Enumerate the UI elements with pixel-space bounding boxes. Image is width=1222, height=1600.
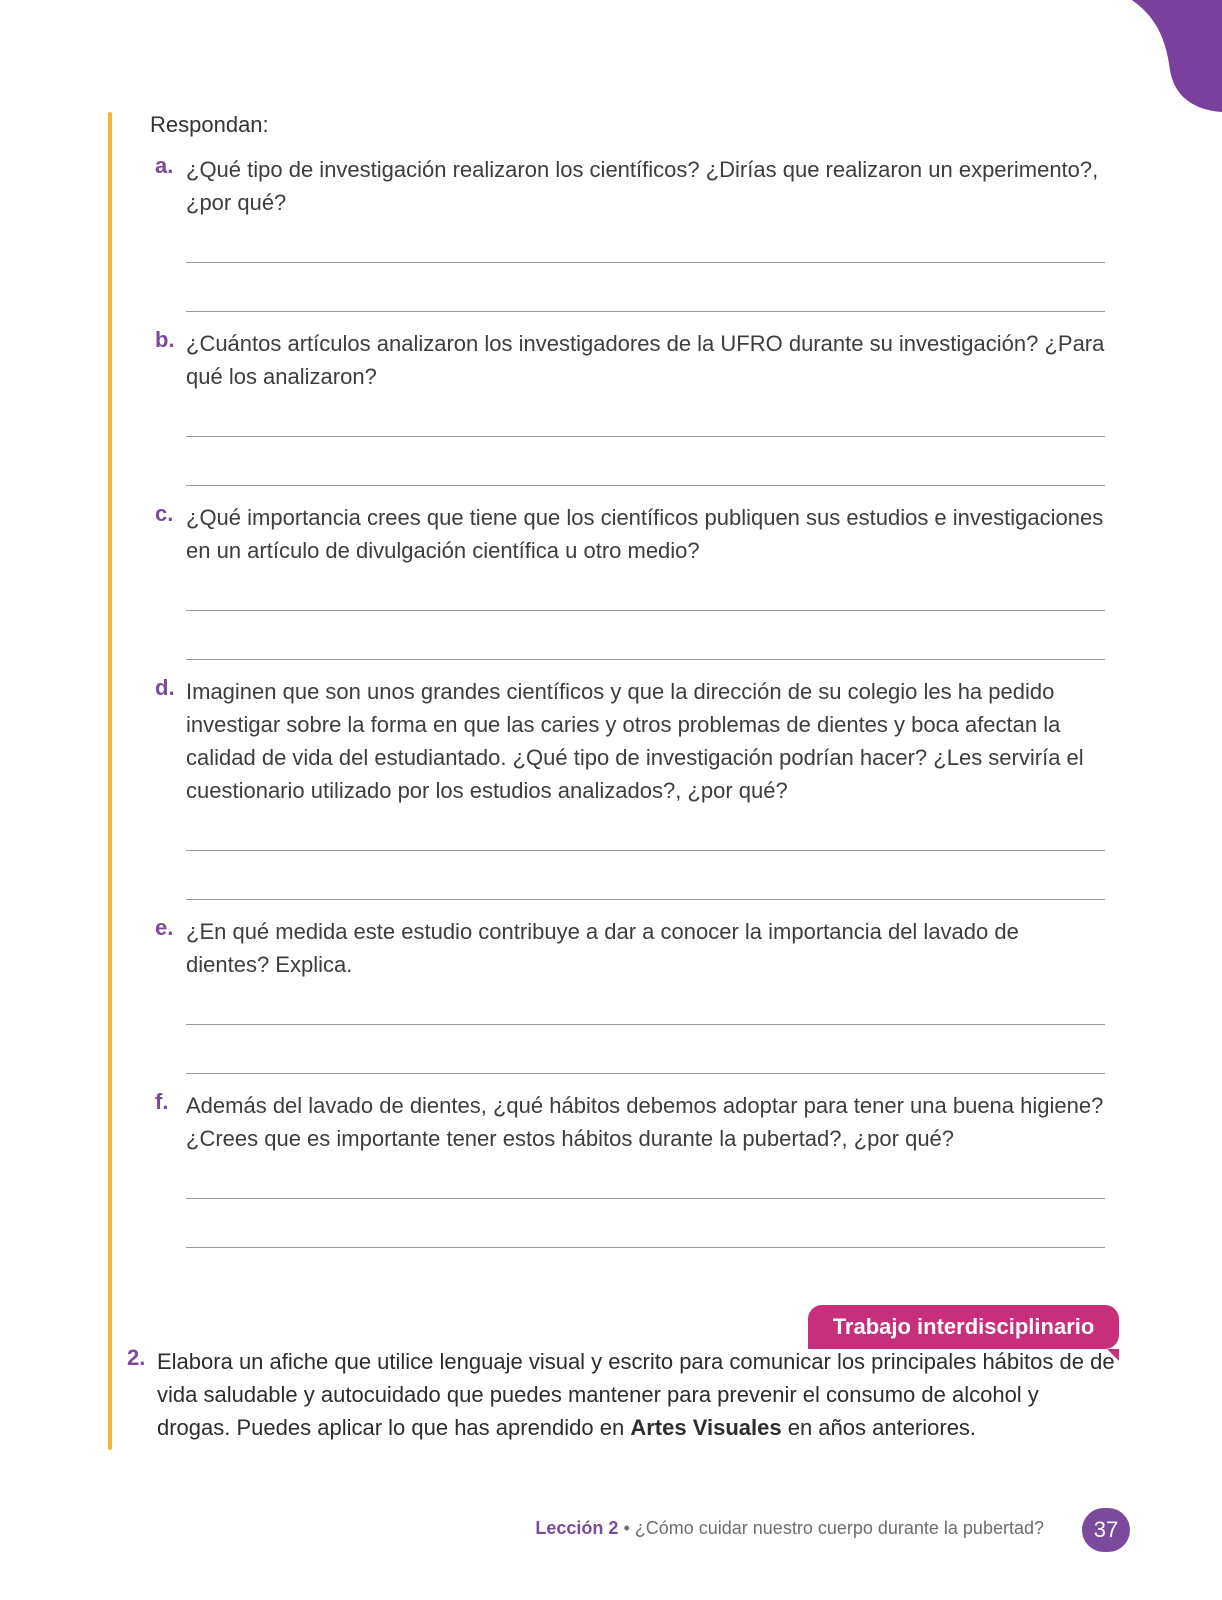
question-e <box>155 915 1105 1074</box>
badge-label: Trabajo interdisciplinario <box>808 1305 1119 1349</box>
question-letter: d. <box>155 675 175 700</box>
question-d <box>155 675 1105 900</box>
item-text-start: Elabora un afiche que utilice lenguaje visual y escrito para comunicar los principales hábitos de de vida saludable y autocuidado que puedes mantener para prevenir el consumo de alcohol y drogas. Puedes aplicar lo que has aprendido en <box>157 1349 1115 1440</box>
question-text: ¿Cuántos artículos analizaron los investigadores de la UFRO durante su investigación? ¿Para qué los analizaron? <box>186 331 1105 389</box>
page-footer <box>535 1518 1044 1539</box>
question-text: ¿Qué tipo de investigación realizaron los científicos? ¿Dirías que realizaron un experimento?, ¿por qué? <box>186 157 1099 215</box>
answer-line[interactable] <box>186 1024 1105 1025</box>
answer-line[interactable] <box>186 485 1105 486</box>
question-letter: a. <box>155 153 174 178</box>
margin-accent-bar <box>108 112 112 1450</box>
question-letter: e. <box>155 915 174 940</box>
footer-title: ¿Cómo cuidar nuestro cuerpo durante la pubertad? <box>634 1518 1044 1538</box>
page-number: 37 <box>1082 1508 1130 1552</box>
question-letter: c. <box>155 501 174 526</box>
question-text: ¿Qué importancia crees que tiene que los científicos publiquen sus estudios e investigaciones en un artículo de divulgación científica u otro medio? <box>186 505 1104 563</box>
answer-line[interactable] <box>186 311 1105 312</box>
answer-line[interactable] <box>186 610 1105 611</box>
answer-line[interactable] <box>186 899 1105 900</box>
activity-item-2 <box>127 1345 1117 1444</box>
item-text-end: en años anteriores. <box>781 1415 977 1440</box>
question-letter: f. <box>155 1089 169 1114</box>
question-a <box>155 153 1105 312</box>
question-f <box>155 1089 1105 1248</box>
answer-line[interactable] <box>186 659 1105 660</box>
footer-lesson: Lección 2 <box>535 1518 619 1538</box>
item-text-bold: Artes Visuales <box>630 1415 782 1440</box>
question-letter: b. <box>155 327 175 352</box>
instruction-heading: Respondan: <box>150 112 269 137</box>
answer-line[interactable] <box>186 1198 1105 1199</box>
footer-separator: • <box>618 1518 635 1538</box>
question-text: Imaginen que son unos grandes científicos y que la dirección de su colegio les ha pedido investigar sobre la forma en que las caries y otros problemas de dientes y boca afectan la calidad de vida del estudiantado. ¿Qué tipo de investigación podrían hacer? ¿Les serviría el cuestionario utilizado por los estudios analizados?, ¿por qué? <box>186 679 1084 803</box>
answer-line[interactable] <box>186 1247 1105 1248</box>
answer-line[interactable] <box>186 436 1105 437</box>
item-text <box>157 1345 1117 1444</box>
question-text: ¿En qué medida este estudio contribuye a dar a conocer la importancia del lavado de dientes? Explica. <box>186 919 1019 977</box>
answer-line[interactable] <box>186 262 1105 263</box>
answer-line[interactable] <box>186 1073 1105 1074</box>
question-c <box>155 501 1105 660</box>
question-text: Además del lavado de dientes, ¿qué hábitos debemos adoptar para tener una buena higiene? ¿Crees que es importante tener estos hábitos durante la pubertad?, ¿por qué? <box>186 1093 1104 1151</box>
corner-decoration <box>1112 0 1222 112</box>
item-number: 2. <box>127 1345 146 1370</box>
question-b <box>155 327 1105 486</box>
answer-line[interactable] <box>186 850 1105 851</box>
